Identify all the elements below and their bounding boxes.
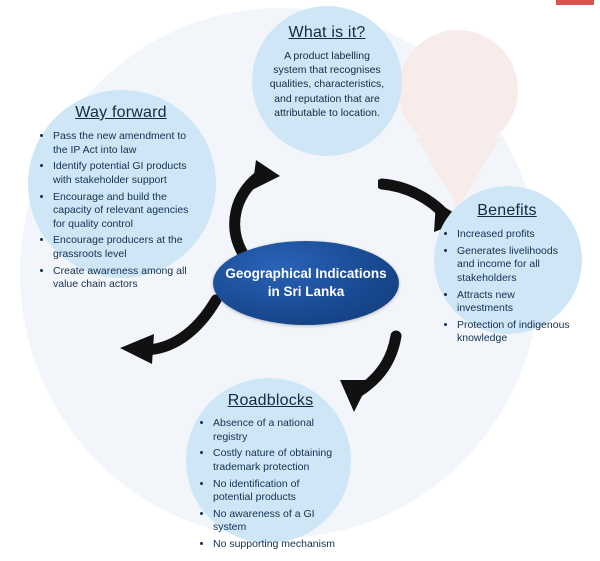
center-node-line1: Geographical Indications [225,265,387,281]
list-item: • Generates livelihoods and income for all stakeholders [457,245,570,286]
list-item: • Create awareness among all value chain actors [53,265,202,292]
center-node [213,241,399,325]
list-item: • Protection of indigenous knowledge [457,319,570,346]
list-item: • Encourage producers at the grassroots level [53,234,202,261]
node-benefits [434,186,582,345]
background-map-pin-head [398,30,518,150]
list-item: • Costly nature of obtaining trademark protection [213,447,341,474]
list-item: • No supporting mechanism [213,538,341,552]
list-item: • No awareness of a GI system [213,508,341,535]
node-way-forward-title: Way forward [75,104,167,121]
list-item: • No identification of potential products [213,478,341,505]
center-node-line2: in Sri Lanka [267,284,345,299]
node-benefits-title: Benefits [477,202,537,219]
background-accent-bar [556,0,594,5]
node-what-is-it [252,6,402,156]
list-item: • Pass the new amendment to the IP Act into law [53,130,202,157]
node-what-is-it-body: A product labelling system that recognises qualities, characteristics, and reputation that are attributable to location. [269,50,385,119]
node-roadblocks-list [200,417,341,555]
list-item: • Increased profits [457,228,570,242]
list-item: • Encourage and build the capacity of relevant agencies for quality control [53,191,202,232]
list-item: • Attracts new investments [457,289,570,316]
list-item: • Absence of a national registry [213,417,341,444]
node-roadblocks-title: Roadblocks [227,392,314,409]
node-roadblocks [186,378,351,551]
node-way-forward [28,90,216,291]
list-item: • Identify potential GI products with stakeholder support [53,160,202,187]
arrow-roadblocks-to-way-forward [118,290,223,370]
node-way-forward-list [40,130,202,295]
node-what-is-it-title: What is it? [288,24,366,41]
node-benefits-list [444,228,570,349]
